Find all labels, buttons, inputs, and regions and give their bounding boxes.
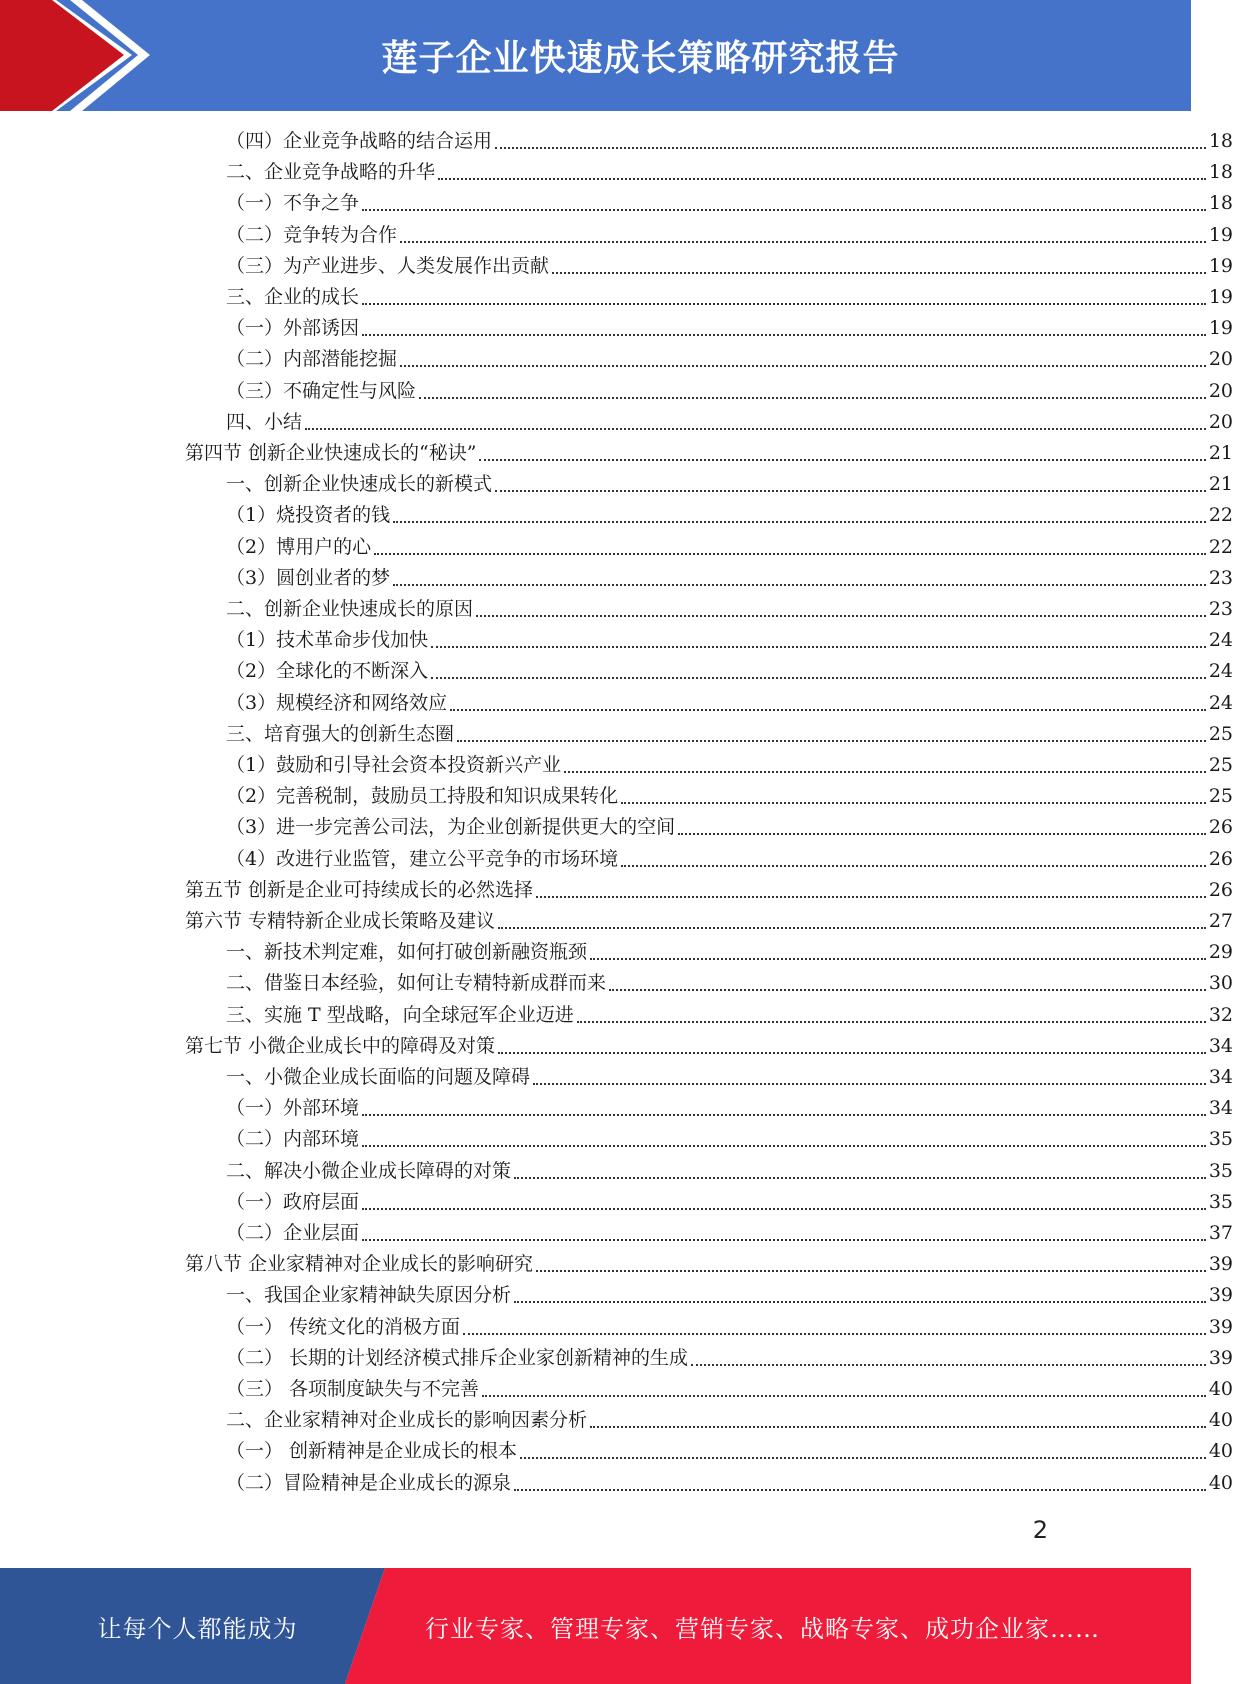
- toc-entry-page: 40: [1208, 1409, 1233, 1432]
- toc-entry-page: 20: [1208, 348, 1233, 371]
- toc-entry-page: 23: [1208, 566, 1233, 589]
- toc-entry-title: （一）外部环境: [226, 1097, 360, 1120]
- toc-dot-leader: [621, 802, 1206, 804]
- toc-entry[interactable]: [0, 157, 1233, 188]
- toc-entry-title: （三） 各项制度缺失与不完善: [226, 1378, 480, 1400]
- toc-entry[interactable]: [0, 563, 1233, 594]
- toc-entry-title: 三、培育强大的创新生态圈: [226, 722, 455, 745]
- toc-entry-title: （2）全球化的不断深入: [226, 660, 429, 683]
- toc-entry-title: 第五节 创新是企业可持续成长的必然选择: [185, 878, 534, 901]
- toc-dot-leader: [305, 428, 1206, 430]
- toc-entry-page: 19: [1208, 223, 1233, 246]
- toc-entry-page: 40: [1208, 1471, 1233, 1494]
- toc-dot-leader: [564, 771, 1206, 773]
- toc-entry-title: 一、小微企业成长面临的问题及障碍: [226, 1066, 531, 1088]
- toc-entry-title: 二、企业家精神对企业成长的影响因素分析: [226, 1409, 588, 1432]
- toc-entry[interactable]: [0, 1156, 1233, 1187]
- toc-entry-title: （3）圆创业者的梦: [226, 566, 391, 589]
- toc-entry-page: 21: [1208, 442, 1233, 464]
- toc-dot-leader: [552, 272, 1206, 274]
- toc-entry[interactable]: [0, 344, 1233, 375]
- toc-dot-leader: [590, 958, 1206, 960]
- toc-dot-leader: [476, 615, 1206, 617]
- toc-dot-leader: [362, 1145, 1206, 1147]
- toc-entry[interactable]: [0, 688, 1233, 719]
- toc-entry-title: 二、企业竞争战略的升华: [226, 161, 436, 184]
- toc-dot-leader: [498, 927, 1206, 929]
- toc-dot-leader: [400, 365, 1206, 367]
- toc-entry-title: 第六节 专精特新企业成长策略及建议: [185, 910, 496, 932]
- toc-entry-page: 39: [1208, 1346, 1233, 1369]
- toc-entry-title: （一）政府层面: [226, 1190, 360, 1213]
- toc-entry-title: （三）不确定性与风险: [226, 379, 417, 402]
- toc-dot-leader: [362, 1208, 1206, 1210]
- toc-entry-title: （一） 创新精神是企业成长的根本: [226, 1440, 518, 1463]
- toc-entry-page: 22: [1208, 504, 1233, 527]
- toc-dot-leader: [609, 989, 1206, 991]
- toc-entry-title: （一） 传统文化的消极方面: [226, 1315, 461, 1338]
- toc-entry-title: 二、创新企业快速成长的原因: [226, 598, 474, 620]
- toc-entry-title: 一、新技术判定难，如何打破创新融资瓶颈: [226, 941, 588, 964]
- toc-entry[interactable]: [0, 282, 1233, 313]
- toc-entry[interactable]: [0, 407, 1233, 438]
- toc-dot-leader: [450, 709, 1206, 711]
- toc-entry-title: （3）进一步完善公司法，为企业创新提供更大的空间: [226, 816, 676, 839]
- toc-entry-page: 35: [1208, 1190, 1233, 1213]
- toc-entry-page: 25: [1208, 722, 1233, 745]
- toc-entry-page: 20: [1208, 379, 1233, 402]
- toc-dot-leader: [362, 209, 1206, 211]
- toc-entry-title: （二） 长期的计划经济模式排斥企业家创新精神的生成: [226, 1346, 689, 1369]
- toc-entry[interactable]: [0, 188, 1233, 219]
- toc-dot-leader: [678, 833, 1206, 835]
- toc-entry[interactable]: [0, 937, 1233, 968]
- toc-entry[interactable]: [0, 469, 1233, 500]
- toc-entry-page: 23: [1208, 598, 1233, 620]
- toc-entry-page: 19: [1208, 286, 1233, 308]
- toc-dot-leader: [495, 147, 1206, 149]
- toc-entry-page: 18: [1208, 192, 1233, 215]
- toc-entry[interactable]: [0, 1031, 1233, 1062]
- toc-entry-page: 18: [1208, 130, 1233, 152]
- toc-entry-title: （二）冒险精神是企业成长的源泉: [226, 1471, 512, 1494]
- toc-entry[interactable]: [0, 1062, 1233, 1093]
- toc-entry-title: 二、借鉴日本经验，如何让专精特新成群而来: [226, 972, 607, 995]
- toc-dot-leader: [362, 303, 1206, 305]
- toc-entry[interactable]: [0, 532, 1233, 563]
- toc-dot-leader: [374, 553, 1206, 555]
- toc-entry-title: （二）内部潜能挖掘: [226, 348, 398, 371]
- toc-entry[interactable]: [0, 438, 1233, 469]
- toc-dot-leader: [431, 646, 1206, 648]
- toc-dot-leader: [463, 1333, 1206, 1335]
- footer-slogan-right: 行业专家、管理专家、营销专家、战略专家、成功企业家……: [425, 1614, 1100, 1643]
- toc-entry-page: 39: [1208, 1315, 1233, 1338]
- toc-entry[interactable]: [0, 1000, 1233, 1031]
- toc-dot-leader: [536, 896, 1206, 898]
- toc-dot-leader: [691, 1364, 1206, 1366]
- toc-entry-page: 35: [1208, 1128, 1233, 1151]
- toc-dot-leader: [362, 334, 1206, 336]
- toc-entry-page: 22: [1208, 535, 1233, 558]
- toc-entry-page: 37: [1208, 1222, 1233, 1244]
- toc-dot-leader: [393, 521, 1206, 523]
- toc-entry[interactable]: [0, 126, 1233, 157]
- toc-entry-page: 24: [1208, 629, 1233, 652]
- toc-entry-title: 三、实施 T 型战略，向全球冠军企业迈进: [226, 1003, 574, 1026]
- toc-dot-leader: [621, 865, 1206, 867]
- toc-entry-title: 二、解决小微企业成长障碍的对策: [226, 1159, 512, 1182]
- toc-entry-page: 30: [1208, 972, 1233, 995]
- toc-entry[interactable]: [0, 625, 1233, 656]
- toc-entry[interactable]: [0, 220, 1233, 251]
- toc-entry-title: （4）改进行业监管，建立公平竞争的市场环境: [226, 847, 619, 870]
- toc-entry-title: （四）企业竞争战略的结合运用: [226, 130, 493, 152]
- toc-entry-page: 40: [1208, 1440, 1233, 1463]
- toc-entry-title: （3）规模经济和网络效应: [226, 691, 448, 714]
- toc-entry-title: 一、创新企业快速成长的新模式: [226, 473, 493, 496]
- toc-entry-page: 24: [1208, 660, 1233, 683]
- toc-entry-page: 32: [1208, 1003, 1233, 1026]
- toc-dot-leader: [514, 1301, 1206, 1303]
- toc-entry-title: 四、小结: [226, 410, 303, 433]
- toc-entry-title: （1）烧投资者的钱: [226, 504, 391, 527]
- toc-entry-page: 19: [1208, 254, 1233, 277]
- toc-dot-leader: [495, 490, 1206, 492]
- toc-entry[interactable]: [0, 376, 1233, 407]
- toc-entry-title: 第八节 企业家精神对企业成长的影响研究: [185, 1253, 534, 1276]
- footer-slogan-left: 让每个人都能成为: [97, 1614, 298, 1643]
- toc-entry-title: （2）博用户的心: [226, 535, 372, 558]
- toc-entry[interactable]: [0, 251, 1233, 282]
- toc-dot-leader: [482, 1395, 1206, 1397]
- toc-entry-page: 34: [1208, 1034, 1233, 1057]
- toc-dot-leader: [393, 584, 1206, 586]
- toc-entry[interactable]: [0, 812, 1233, 843]
- toc-entry-page: 26: [1208, 816, 1233, 839]
- toc-dot-leader: [590, 1426, 1206, 1428]
- toc-entry[interactable]: [0, 1187, 1233, 1218]
- toc-entry[interactable]: [0, 1124, 1233, 1155]
- toc-entry-page: 34: [1208, 1066, 1233, 1088]
- page-footer: [0, 1568, 1191, 1684]
- toc-entry[interactable]: [0, 906, 1233, 937]
- toc-entry-page: 25: [1208, 754, 1233, 776]
- toc-entry[interactable]: [0, 500, 1233, 531]
- toc-entry-page: 27: [1208, 910, 1233, 932]
- toc-entry[interactable]: [0, 1249, 1233, 1280]
- toc-entry-page: 35: [1208, 1159, 1233, 1182]
- toc-dot-leader: [431, 677, 1206, 679]
- toc-entry[interactable]: [0, 1093, 1233, 1124]
- toc-entry-title: （二）企业层面: [226, 1222, 360, 1244]
- toc-entry-title: （2）完善税制，鼓励员工持股和知识成果转化: [226, 785, 619, 808]
- toc-entry[interactable]: [0, 1280, 1233, 1311]
- toc-entry-page: 29: [1208, 941, 1233, 964]
- toc-entry-page: 26: [1208, 878, 1233, 901]
- toc-entry-title: （1）技术革命步伐加快: [226, 629, 429, 652]
- toc-entry-page: 18: [1208, 161, 1233, 184]
- toc-entry[interactable]: [0, 875, 1233, 906]
- toc-entry-page: 40: [1208, 1378, 1233, 1400]
- toc-entry-title: （1）鼓励和引导社会资本投资新兴产业: [226, 754, 562, 776]
- toc-entry[interactable]: [0, 1218, 1233, 1249]
- toc-entry-page: 21: [1208, 473, 1233, 496]
- toc-dot-leader: [514, 1177, 1206, 1179]
- toc-dot-leader: [479, 459, 1205, 461]
- toc-entry-title: （二）内部环境: [226, 1128, 360, 1151]
- page-header: [0, 0, 1191, 111]
- toc-entry[interactable]: [0, 1436, 1233, 1467]
- toc-entry[interactable]: [0, 594, 1233, 625]
- toc-dot-leader: [514, 1489, 1206, 1491]
- toc-entry[interactable]: [0, 313, 1233, 344]
- toc-entry-page: 39: [1208, 1284, 1233, 1307]
- toc-entry-page: 34: [1208, 1097, 1233, 1120]
- toc-entry-title: （一）不争之争: [226, 192, 360, 215]
- toc-entry-title: 一、我国企业家精神缺失原因分析: [226, 1284, 512, 1307]
- toc-entry-page: 19: [1208, 317, 1233, 340]
- toc-entry-page: 26: [1208, 847, 1233, 870]
- toc-entry-title: （二）竞争转为合作: [226, 223, 398, 246]
- toc-dot-leader: [498, 1052, 1206, 1054]
- toc-entry[interactable]: [0, 968, 1233, 999]
- toc-entry-title: （一）外部诱因: [226, 317, 360, 340]
- toc-entry[interactable]: [0, 781, 1233, 812]
- page-number: 2: [1032, 1516, 1048, 1544]
- toc-entry[interactable]: [0, 1312, 1233, 1343]
- toc-entry[interactable]: [0, 1468, 1233, 1499]
- toc-entry-title: 三、企业的成长: [226, 286, 360, 308]
- toc-entry-title: 第四节 创新企业快速成长的“秘诀”: [185, 442, 477, 464]
- toc-dot-leader: [457, 740, 1206, 742]
- toc-entry-title: （三）为产业进步、人类发展作出贡献: [226, 254, 550, 277]
- toc-entry-page: 39: [1208, 1253, 1233, 1276]
- toc-dot-leader: [438, 178, 1206, 180]
- toc-dot-leader: [536, 1270, 1206, 1272]
- toc-dot-leader: [520, 1457, 1206, 1459]
- toc-entry[interactable]: [0, 1405, 1233, 1436]
- toc-dot-leader: [362, 1114, 1206, 1116]
- toc-dot-leader: [577, 1021, 1206, 1023]
- toc-entry-page: 25: [1208, 785, 1233, 808]
- toc-dot-leader: [419, 397, 1206, 399]
- toc-entry[interactable]: [0, 656, 1233, 687]
- toc-entry-title: 第七节 小微企业成长中的障碍及对策: [185, 1034, 496, 1057]
- toc-entry-page: 20: [1208, 410, 1233, 433]
- toc-dot-leader: [400, 241, 1206, 243]
- toc-dot-leader: [362, 1239, 1206, 1241]
- toc-entry[interactable]: [0, 1343, 1233, 1374]
- toc-dot-leader: [533, 1083, 1206, 1085]
- page-title: 莲子企业快速成长策略研究报告: [381, 38, 900, 79]
- toc-entry[interactable]: [0, 719, 1233, 750]
- toc-entry[interactable]: [0, 750, 1233, 781]
- toc-entry[interactable]: [0, 844, 1233, 875]
- toc-entry[interactable]: [0, 1374, 1233, 1405]
- toc-entry-page: 24: [1208, 691, 1233, 714]
